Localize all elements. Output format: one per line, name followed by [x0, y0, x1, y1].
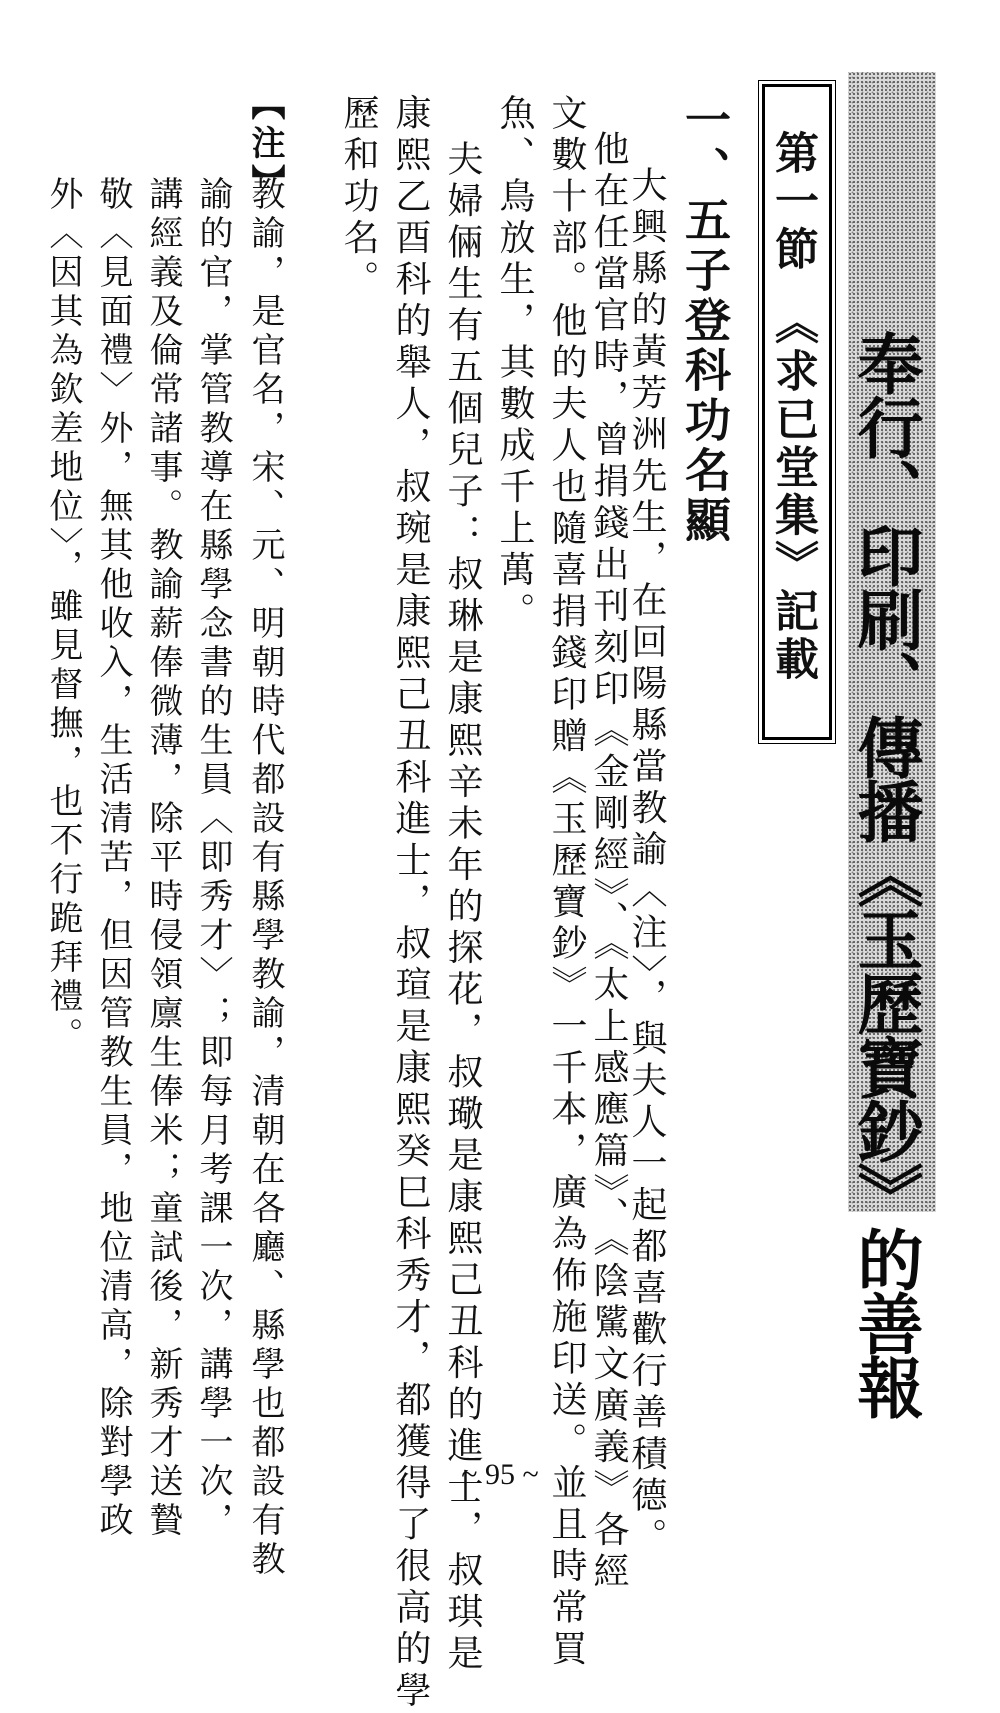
body-column: 文數十部。他的夫人也隨喜捐錢印贈《玉歷寶鈔》一千本，廣為佈施印送。並且時常買	[546, 94, 587, 1671]
subsection-heading: 一、五子登科功名顯	[678, 96, 732, 546]
note-line: 諭的官，掌管教導在縣學念書的生員〈即秀才〉；即每月考課一次，講學一次，	[193, 176, 233, 1541]
page-number: ~ 95 ~	[461, 1458, 539, 1491]
body-column: 魚、鳥放生，其數成千上萬。	[494, 94, 535, 634]
note-line: 講經義及倫常諸事。教諭薪俸微薄，除平時侵領廪生俸米；童試後，新秀才送贄	[143, 176, 183, 1541]
body-column: 歷和功名。	[338, 94, 379, 302]
note-line: 外〈因其為欽差地位〉，雖見督撫，也不行跪拜禮。	[43, 176, 83, 1056]
body-column: 大興縣的黃芳洲先生，在回陽縣當教諭〈注〉，與夫人一起都喜歡行善積德。	[626, 166, 667, 1559]
body-column: 康熙乙酉科的舉人，叔琬是康熙己丑科進士，叔瑄是康熙癸巳科秀才，都獲得了很高的學	[390, 94, 431, 1713]
chapter-title: 奉行、印刷、傳播《玉歷寶鈔》的善報	[846, 330, 924, 1418]
note-line: 敬〈見面禮〉外，無其他收入，生活清苦，但因管教生員，地位清高，除對學政	[93, 176, 133, 1541]
section-title: 第一節 《求已堂集》記載	[767, 130, 818, 684]
body-column: 他在任當官時，曾捐錢出刊刻印《金剛經》、《太上感應篇》、《陰騭文廣義》各經	[588, 130, 629, 1594]
note-label: 【注】	[245, 86, 285, 203]
note-line: 教諭，是官名，宋、元、明朝時代都設有縣學教諭，清朝在各廳、縣學也都設有教	[245, 176, 285, 1580]
body-column: 夫婦倆生有五個兒子：叔琳是康熙辛未年的探花，叔璥是康熙己丑科的進士，叔琪是	[442, 140, 483, 1676]
